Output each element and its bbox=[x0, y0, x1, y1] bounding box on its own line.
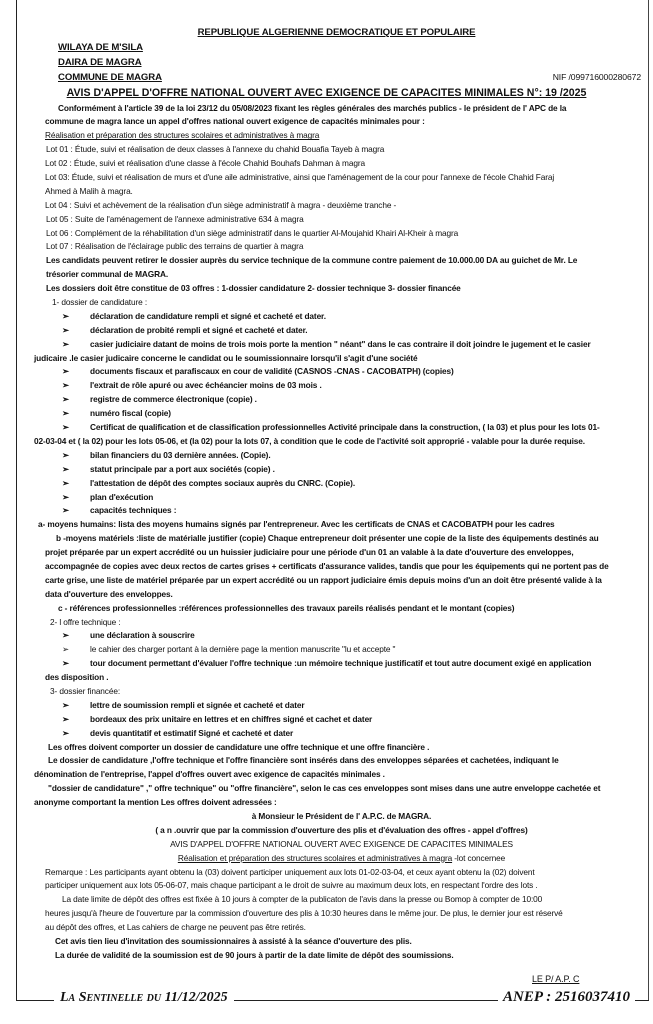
arrow-bullet-icon: ➢ bbox=[62, 658, 69, 669]
tender-notice bbox=[0, 26, 653, 987]
lot-item: Lot 05 : Suite de l'aménagement de l'annexe administrative 634 à magra bbox=[46, 213, 304, 224]
arrow-bullet-icon: ➢ bbox=[62, 713, 69, 724]
arrow-bullet-icon: ➢ bbox=[62, 324, 69, 335]
deadline-line: heures jusqu'à l'heure de l'ouverture par la commission d'ouverture des plis à 10:30 heures dans le même jour. De plus, le dernier jour est réservé bbox=[45, 908, 563, 919]
candidature-item: ➢ Certificat de qualification et de classification professionnelles Activité principale dans la construction, ( la 03) et plus pour les lots 01- bbox=[0, 421, 653, 435]
candidature-item: ➢ documents fiscaux et parafiscaux en cour de validité (CASNOS -CNAS - CACOBATPH) (copies) bbox=[0, 365, 653, 379]
lot-item: Lot 07 : Réalisation de l'éclairage public des terrains de quartier à magra bbox=[46, 241, 304, 252]
candidature-item: ➢ statut principale par a port aux sociétés (copie) . bbox=[0, 463, 653, 477]
dossiers-intro: Les dossiers doit être constitue de 03 offres : 1-dossier candidature 2- dossier technique 3- dossier financée bbox=[46, 283, 461, 294]
arrow-bullet-icon: ➢ bbox=[62, 491, 69, 502]
moyens-materiels: carte grise, une liste de matériel préparée par un expert accrédité ou un rapport judiciaire émis depuis moins d'un an doit être présenté valide à la bbox=[45, 574, 602, 585]
arrow-bullet-icon: ➢ bbox=[62, 449, 69, 460]
republic-heading: REPUBLIQUE ALGERIENNE DEMOCRATIQUE ET POPULAIRE bbox=[197, 27, 476, 38]
envelope-subject: Réalisation et préparation des structures scolaires et administratives à magra bbox=[177, 852, 453, 863]
lot-item: Lot 01 : Étude, suivi et réalisation de deux classes à l'annexe du chahid Bouafia Tayeb à magra bbox=[46, 144, 385, 155]
conditions-line: anonyme comportant la mention Les offres doivent adressées : bbox=[34, 797, 277, 808]
moyens-materiels: data d'ouverture des enveloppes. bbox=[45, 588, 173, 599]
invitation-line: Cet avis tien lieu d'invitation des soumissionnaires à assisté à la séance d'ouverture des plis. bbox=[55, 936, 412, 946]
moyens-materiels: projet préparée par un expert accrédité ou un huissier judiciaire pour une période d'un 01 an valable à la date d'ouverture des enveloppes, bbox=[45, 547, 574, 558]
arrow-bullet-icon: ➢ bbox=[62, 394, 69, 405]
commune-row bbox=[0, 71, 653, 85]
deadline-line: La date limite de dépôt des offres est fixée à 10 jours à compter de la publicaton de l'avis dans la presse ou Bomop à compter de 10:00 bbox=[62, 894, 543, 905]
conditions-line: "dossier de candidature" ," offre technique" ou "offre financière", selon le cas ces enveloppes sont mises dans une autre enveloppe cachetée et bbox=[48, 783, 601, 794]
financiere-heading: 3- dossier financée: bbox=[50, 685, 121, 696]
notice-title: AVIS D'APPEL D'OFFRE NATIONAL OUVERT AVEC EXIGENCE DE CAPACITES MINIMALES N°: 19 /2025 bbox=[66, 86, 587, 99]
technique-item-continued: des disposition . bbox=[45, 672, 109, 683]
technique-item: ➢ le cahier des charger portant à la dernière page la mention manuscrite "lu et accepte " bbox=[0, 643, 653, 657]
financiere-item: ➢ lettre de soumission rempli et signée et cacheté et dater bbox=[0, 699, 653, 713]
lot-item: Lot 02 : Étude, suivi et réalisation d'une classe à l'école Chahid Bouhafs Dahman à magra bbox=[45, 158, 365, 169]
candidature-item: ➢ déclaration de candidature rempli et signé et cacheté et dater. bbox=[0, 310, 653, 324]
newspaper-date: La Sentinelle du 11/12/2025 bbox=[54, 990, 234, 1006]
candidature-item: ➢ bilan financiers du 03 dernière années. (Copie). bbox=[0, 449, 653, 463]
technique-heading: 2- l offre technique : bbox=[50, 616, 121, 627]
arrow-bullet-icon: ➢ bbox=[62, 630, 69, 641]
arrow-bullet-icon: ➢ bbox=[62, 699, 69, 710]
moyens-materiels: b -moyens matériels :liste de matérialle justifier (copie) Chaque entrepreneur doit présenter une copie de la liste des équipements destinés au bbox=[56, 533, 599, 544]
candidature-item: ➢ registre de commerce électronique (copie) . bbox=[0, 393, 653, 407]
candidature-heading: 1- dossier de candidature : bbox=[52, 297, 147, 308]
intro-line: commune de magra lance un appel d'offres national ouvert exigence de capacités minimales pour : bbox=[45, 116, 425, 127]
arrow-bullet-icon: ➢ bbox=[62, 310, 69, 321]
moyens-materiels: accompagnée de copies avec deux rectos de cartes grises + certificats d'assurance valides, tandis que pour les équipements qui ne portent pas de bbox=[45, 560, 609, 571]
candidature-item: ➢ déclaration de probité rempli et signé et cacheté et dater. bbox=[0, 324, 653, 338]
envelope-subject-line bbox=[0, 852, 653, 866]
arrow-bullet-icon: ➢ bbox=[62, 644, 69, 655]
financiere-item: ➢ bordeaux des prix unitaire en lettres et en chiffres signé et cachet et dater bbox=[0, 713, 653, 727]
address-title: AVIS D'APPEL D'OFFRE NATIONAL OUVERT AVEC EXIGENCE DE CAPACITES MINIMALES bbox=[170, 838, 513, 849]
daira-label: DAIRA DE MAGRA bbox=[58, 56, 142, 68]
candidature-item: ➢ numéro fiscal (copie) bbox=[0, 407, 653, 421]
envelope-suffix: -lot concernee bbox=[452, 852, 506, 863]
lot-item: Ahmed à Malih à magra. bbox=[45, 185, 133, 196]
conditions-line: Le dossier de candidature ,l'offre technique et l'offre financière sont insérés dans des enveloppes séparées et cachetées, indiquant le bbox=[48, 755, 559, 766]
wilaya-label: WILAYA DE M'SILA bbox=[58, 41, 143, 53]
arrow-bullet-icon: ➢ bbox=[62, 463, 69, 474]
conditions-line: dénomination de l'entreprise, l'appel d'offres ouvert avec exigence de capacités minimales . bbox=[34, 769, 385, 780]
remarque-line: Remarque : Les participants ayant obtenu la (03) doivent participer uniquement aux lots 01-02-03-04, et ceux ayant obtenu la (02) doivent bbox=[45, 866, 535, 877]
arrow-bullet-icon: ➢ bbox=[62, 338, 69, 349]
candidature-item: ➢ plan d'exécution bbox=[0, 491, 653, 505]
technique-item: ➢ une déclaration à souscrire bbox=[0, 629, 653, 643]
financiere-item: ➢ devis quantitatif et estimatif Signé et cacheté et dater bbox=[0, 727, 653, 741]
remarque-line: participer uniquement aux lots 05-06-07, mais chaque participant a le droit de suivre au maximum deux lots, en respectant l'ordre des lots . bbox=[45, 880, 538, 891]
candidature-item: ➢ capacités techniques : bbox=[0, 504, 653, 518]
lot-item: Lot 03: Étude, suivi et réalisation de murs et d'une aile administrative, ainsi que l'aménagement de la cour pour l'annexe de l'école Chahid Faraj bbox=[45, 172, 555, 183]
technique-item: ➢ tour document permettant d'évaluer l'offre technique :un mémoire technique justificatif et tout autre document exigé en application bbox=[0, 657, 653, 671]
references: c - références professionnelles :références professionnelles des travaux pareils réalisés pendant et le montant (copies) bbox=[58, 602, 515, 613]
commune-label: COMMUNE DE MAGRA bbox=[58, 71, 162, 83]
moyens-humains: a- moyens humains: lista des moyens humains signés par l'entrepreneur. Avec les certificats de CNAS et CACOBATPH pour les cadres bbox=[38, 519, 555, 530]
candidature-item-continued: judicaire .le casier judicaire concerne le candidat ou le soumissionnaire lorsqu'il s'agit d'une société bbox=[34, 352, 418, 363]
lot-item: Lot 06 : Complément de la réhabilitation d'un siège administratif dans le quartier Al-Moujahid Khairi Al-Kheir à magra bbox=[46, 227, 459, 238]
lot-item: Lot 04 : Suivi et achèvement de la réalisation d'un siège administratif à magra - deuxième tranche - bbox=[45, 199, 397, 210]
anep-number: ANEP : 2516037410 bbox=[498, 989, 635, 1006]
arrow-bullet-icon: ➢ bbox=[62, 505, 69, 516]
intro-line: Conformément à l'article 39 de la loi 23/12 du 05/08/2023 fixant les règles générales des marchés publics - le président de l' APC de la bbox=[58, 102, 567, 113]
withdrawal-line: trésorier communal de MAGRA. bbox=[46, 269, 169, 280]
conditions-line: Les offres doivent comporter un dossier de candidature une offre technique et une offre financière . bbox=[48, 741, 430, 752]
arrow-bullet-icon: ➢ bbox=[62, 477, 69, 488]
address-recipient: à Monsieur le Président de l' A.P.C. de MAGRA. bbox=[251, 810, 432, 821]
deadline-line: au dépôt des offres, et Las cahiers de charge ne peuvent pas être retirés. bbox=[45, 922, 306, 933]
candidature-item: ➢ l'attestation de dépôt des comptes sociaux auprès du CNRC. (Copie). bbox=[0, 477, 653, 491]
withdrawal-line: Les candidats peuvent retirer le dossier auprès du service technique de la commune contre paiement de 10.000.00 DA au guichet de Mr. Le bbox=[46, 255, 578, 266]
address-instruction: ( a n .ouvrir que par la commission d'ouverture des plis et d'évaluation des offres - appel d'offres) bbox=[155, 824, 528, 835]
nif-number: NIF /099716000280672 bbox=[552, 71, 641, 82]
candidature-item: ➢ l'extrait de rôle apuré ou avec échéancier moins de 03 mois . bbox=[0, 379, 653, 393]
arrow-bullet-icon: ➢ bbox=[62, 380, 69, 391]
arrow-bullet-icon: ➢ bbox=[62, 408, 69, 419]
signature: LE P/ A.P. C bbox=[532, 973, 580, 984]
arrow-bullet-icon: ➢ bbox=[62, 422, 69, 433]
validity-line: La durée de validité de la soumission est de 90 jours à partir de la date limite de dépôt des soumissions. bbox=[55, 949, 454, 960]
arrow-bullet-icon: ➢ bbox=[62, 366, 69, 377]
project-title: Réalisation et préparation des structures scolaires et administratives à magra bbox=[45, 130, 320, 141]
candidature-item: ➢ casier judiciaire datant de moins de trois mois porte la mention " néant" dans le cas contraire il doit joindre le jugement et le casier bbox=[0, 338, 653, 352]
candidature-item-continued: 02-03-04 et ( la 02) pour les lots 05-06, et (la 02) pour la lots 07, à condition que le code de l'activité soit approprié - valable pour la durée requise. bbox=[34, 435, 585, 446]
arrow-bullet-icon: ➢ bbox=[62, 727, 69, 738]
